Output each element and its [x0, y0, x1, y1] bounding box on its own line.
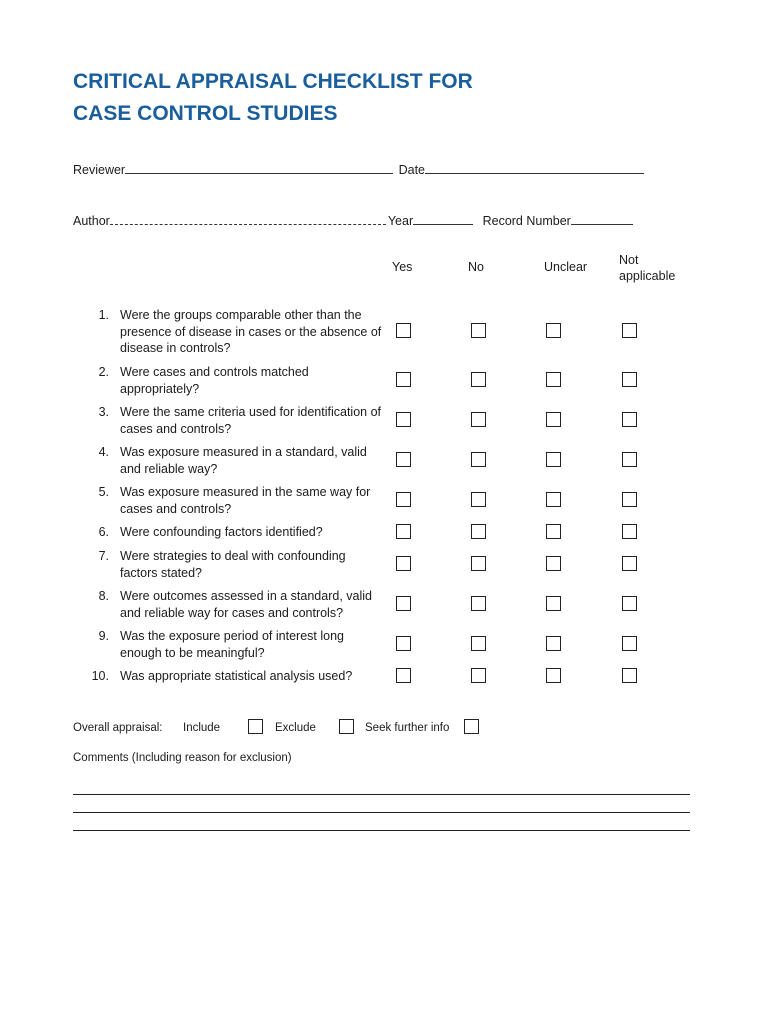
reviewer-field[interactable] [125, 160, 393, 174]
comments-label: Comments (Including reason for exclusion) [73, 752, 292, 764]
question-text: Were strategies to deal with confounding factors stated? [120, 549, 346, 580]
question-text: Were outcomes assessed in a standard, valid and reliable way for cases and controls? [120, 589, 372, 620]
question-number: 8. [98, 589, 109, 603]
checkbox-unclear[interactable] [546, 668, 561, 683]
checkbox-yes[interactable] [396, 668, 411, 683]
record-number-label: Record Number [482, 214, 571, 228]
date-label: Date [398, 163, 425, 177]
checkbox-yes[interactable] [396, 372, 411, 387]
page-title [73, 66, 693, 130]
checkbox-yes[interactable] [396, 492, 411, 507]
checkbox-no[interactable] [471, 668, 486, 683]
title-line-1: CRITICAL APPRAISAL CHECKLIST FOR [73, 70, 473, 93]
checkbox-no[interactable] [471, 323, 486, 338]
comment-line-2[interactable] [73, 812, 690, 813]
checkbox-not-applicable[interactable] [622, 636, 637, 651]
checkbox-no[interactable] [471, 372, 486, 387]
checkbox-unclear[interactable] [546, 323, 561, 338]
author-label: Author [73, 214, 110, 228]
checkbox-no[interactable] [471, 556, 486, 571]
seek-further-info-checkbox[interactable] [464, 719, 479, 734]
col-yes: Yes [392, 260, 413, 274]
checkbox-not-applicable[interactable] [622, 412, 637, 427]
question-number: 1. [98, 308, 109, 322]
question-number: 5. [98, 485, 109, 499]
year-label: Year [387, 214, 414, 228]
checkbox-no[interactable] [471, 596, 486, 611]
reviewer-label: Reviewer [73, 163, 126, 177]
checkbox-yes[interactable] [396, 596, 411, 611]
question-number: 10. [91, 669, 109, 683]
checkbox-no[interactable] [471, 636, 486, 651]
checkbox-unclear[interactable] [546, 412, 561, 427]
checkbox-not-applicable[interactable] [622, 596, 637, 611]
record-number-field[interactable] [571, 211, 633, 225]
comment-line-1[interactable] [73, 794, 690, 795]
col-not-applicable: Not applicable [619, 253, 676, 283]
question-number: 2. [98, 365, 109, 379]
checkbox-no[interactable] [471, 412, 486, 427]
question-text: Were cases and controls matched appropriately? [120, 365, 309, 396]
checkbox-yes[interactable] [396, 524, 411, 539]
col-unclear: Unclear [544, 260, 588, 274]
checkbox-yes[interactable] [396, 556, 411, 571]
author-year-record-row [73, 211, 635, 228]
question-text: Were the same criteria used for identification of cases and controls? [120, 405, 382, 436]
question-text: Was appropriate statistical analysis used? [120, 669, 353, 683]
checkbox-no[interactable] [471, 492, 486, 507]
checkbox-yes[interactable] [396, 636, 411, 651]
checkbox-yes[interactable] [396, 323, 411, 338]
overall-appraisal-label: Overall appraisal: [73, 722, 163, 734]
question-text: Were the groups comparable other than the presence of disease in cases or the absence of disease in controls? [120, 308, 382, 355]
checkbox-no[interactable] [471, 452, 486, 467]
author-field[interactable] [110, 211, 386, 225]
question-number: 7. [98, 549, 109, 563]
checkbox-unclear[interactable] [546, 372, 561, 387]
checkbox-not-applicable[interactable] [622, 372, 637, 387]
col-no: No [468, 260, 484, 274]
date-field[interactable] [425, 160, 644, 174]
checkbox-unclear[interactable] [546, 596, 561, 611]
checkbox-yes[interactable] [396, 412, 411, 427]
question-number: 4. [98, 445, 109, 459]
checkbox-unclear[interactable] [546, 556, 561, 571]
checkbox-not-applicable[interactable] [622, 524, 637, 539]
comment-line-3[interactable] [73, 830, 690, 831]
checkbox-not-applicable[interactable] [622, 452, 637, 467]
checkbox-not-applicable[interactable] [622, 556, 637, 571]
checkbox-unclear[interactable] [546, 636, 561, 651]
checkbox-not-applicable[interactable] [622, 323, 637, 338]
title-line-2: CASE CONTROL STUDIES [73, 102, 338, 125]
checkbox-unclear[interactable] [546, 452, 561, 467]
question-text: Were confounding factors identified? [120, 525, 323, 539]
include-checkbox[interactable] [248, 719, 263, 734]
checkbox-not-applicable[interactable] [622, 668, 637, 683]
checkbox-not-applicable[interactable] [622, 492, 637, 507]
question-number: 3. [98, 405, 109, 419]
checkbox-unclear[interactable] [546, 524, 561, 539]
question-number: 6. [98, 525, 109, 539]
include-label: Include [183, 722, 221, 734]
checkbox-no[interactable] [471, 524, 486, 539]
question-text: Was exposure measured in the same way for cases and controls? [120, 485, 371, 516]
checkbox-yes[interactable] [396, 452, 411, 467]
seek-further-info-label: Seek further info [365, 722, 450, 734]
question-text: Was exposure measured in a standard, valid and reliable way? [120, 445, 367, 476]
year-field[interactable] [413, 211, 473, 225]
question-number: 9. [98, 629, 109, 643]
question-text: Was the exposure period of interest long enough to be meaningful? [120, 629, 344, 660]
exclude-label: Exclude [275, 722, 316, 734]
exclude-checkbox[interactable] [339, 719, 354, 734]
checkbox-unclear[interactable] [546, 492, 561, 507]
reviewer-date-row [73, 160, 646, 177]
